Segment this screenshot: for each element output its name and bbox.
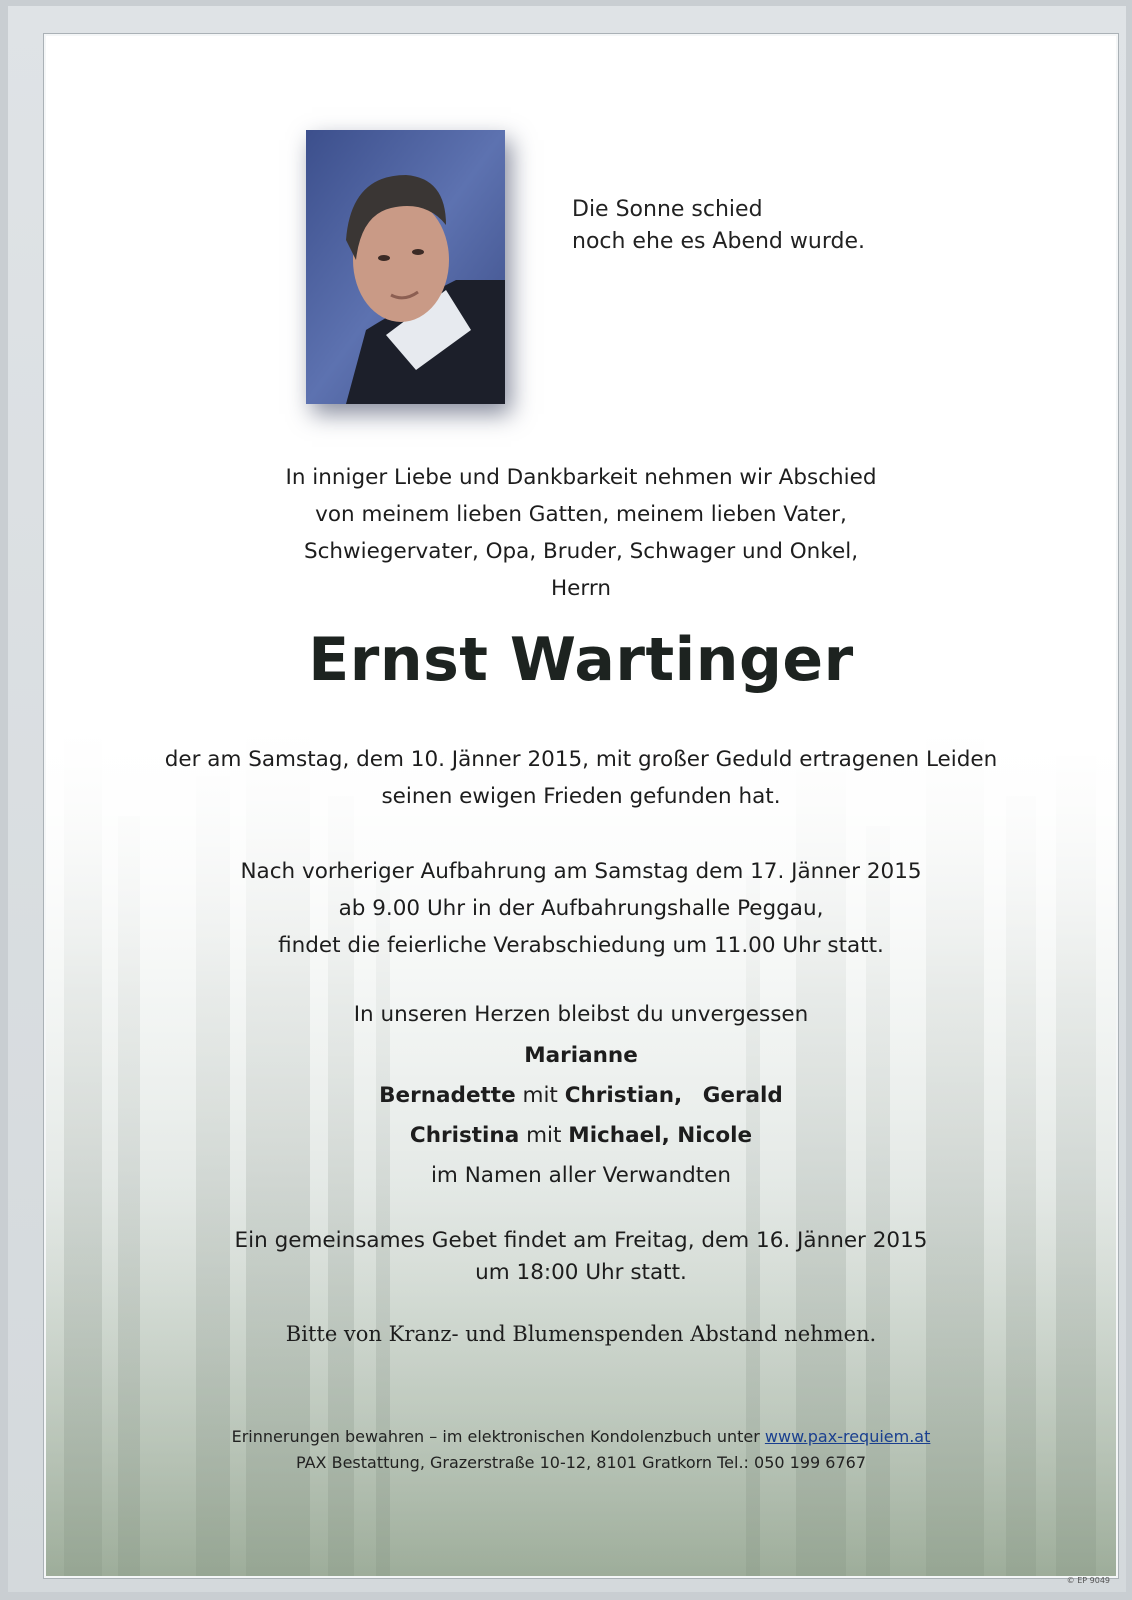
- print-code: © EP 9049: [1066, 1576, 1110, 1585]
- death-notice: [46, 741, 1116, 815]
- intro-line: Herrn: [551, 576, 611, 601]
- obituary-sheet: [8, 6, 1126, 1592]
- mourners-list: [46, 1036, 1116, 1196]
- motto-line: noch ehe es Abend wurde.: [572, 229, 865, 254]
- mourner-row: [46, 1116, 1116, 1156]
- prayer-line: Ein gemeinsames Gebet findet am Freitag, dem 16. Jänner 2015: [234, 1228, 928, 1253]
- deceased-name: Ernst Wartinger: [308, 625, 854, 695]
- prayer-notice: [46, 1225, 1116, 1289]
- intro-line: von meinem lieben Gatten, meinem lieben Vater,: [315, 502, 847, 527]
- condolence-line: [46, 1424, 1116, 1450]
- intro-line: Schwiegervater, Opa, Bruder, Schwager und Onkel,: [303, 539, 859, 564]
- death-line: seinen ewigen Frieden gefunden hat.: [381, 784, 781, 809]
- portrait-image: [306, 130, 505, 404]
- motto-line: Die Sonne schied: [572, 197, 763, 222]
- death-line: der am Samstag, dem 10. Jänner 2015, mit großer Geduld ertragenen Leiden: [164, 747, 998, 772]
- mourners-closing: im Namen aller Verwandten: [430, 1163, 732, 1188]
- mourner-name: Gerald: [702, 1083, 783, 1108]
- flowers-note: Bitte von Kranz- und Blumenspenden Abstand nehmen.: [285, 1322, 877, 1346]
- mourner-joiner: mit: [522, 1083, 558, 1108]
- mourner-row: [46, 1036, 1116, 1076]
- portrait-photo: [306, 130, 505, 404]
- intro-line: In inniger Liebe und Dankbarkeit nehmen wir Abschied: [285, 465, 877, 490]
- funeral-line: ab 9.00 Uhr in der Aufbahrungshalle Peggau,: [338, 896, 824, 921]
- condolence-link[interactable]: www.pax-requiem.at: [764, 1427, 931, 1446]
- mourner-name: Michael, Nicole: [568, 1123, 753, 1148]
- mourner-row: [46, 1076, 1116, 1116]
- mourner-name: Bernadette: [379, 1083, 516, 1108]
- condolence-text: Erinnerungen bewahren – im elektronischen Kondolenzbuch unter: [231, 1427, 760, 1446]
- motto: [572, 194, 912, 258]
- mourners-heading: In unseren Herzen bleibst du unvergessen: [353, 1002, 809, 1027]
- obituary-frame: [44, 34, 1118, 1578]
- footer: [46, 1424, 1116, 1476]
- mourner-name: Christina: [409, 1123, 520, 1148]
- funeral-line: Nach vorheriger Aufbahrung am Samstag dem 17. Jänner 2015: [240, 859, 922, 884]
- mourner-name: Marianne: [524, 1043, 638, 1068]
- company-address: PAX Bestattung, Grazerstraße 10-12, 8101 Gratkorn Tel.: 050 199 6767: [295, 1453, 866, 1472]
- mourner-joiner: mit: [526, 1123, 562, 1148]
- mourner-name: Christian,: [564, 1083, 683, 1108]
- intro-text: [46, 459, 1116, 607]
- prayer-line: um 18:00 Uhr statt.: [475, 1260, 687, 1285]
- funeral-line: findet die feierliche Verabschiedung um 11.00 Uhr statt.: [278, 933, 884, 958]
- funeral-details: [46, 853, 1116, 964]
